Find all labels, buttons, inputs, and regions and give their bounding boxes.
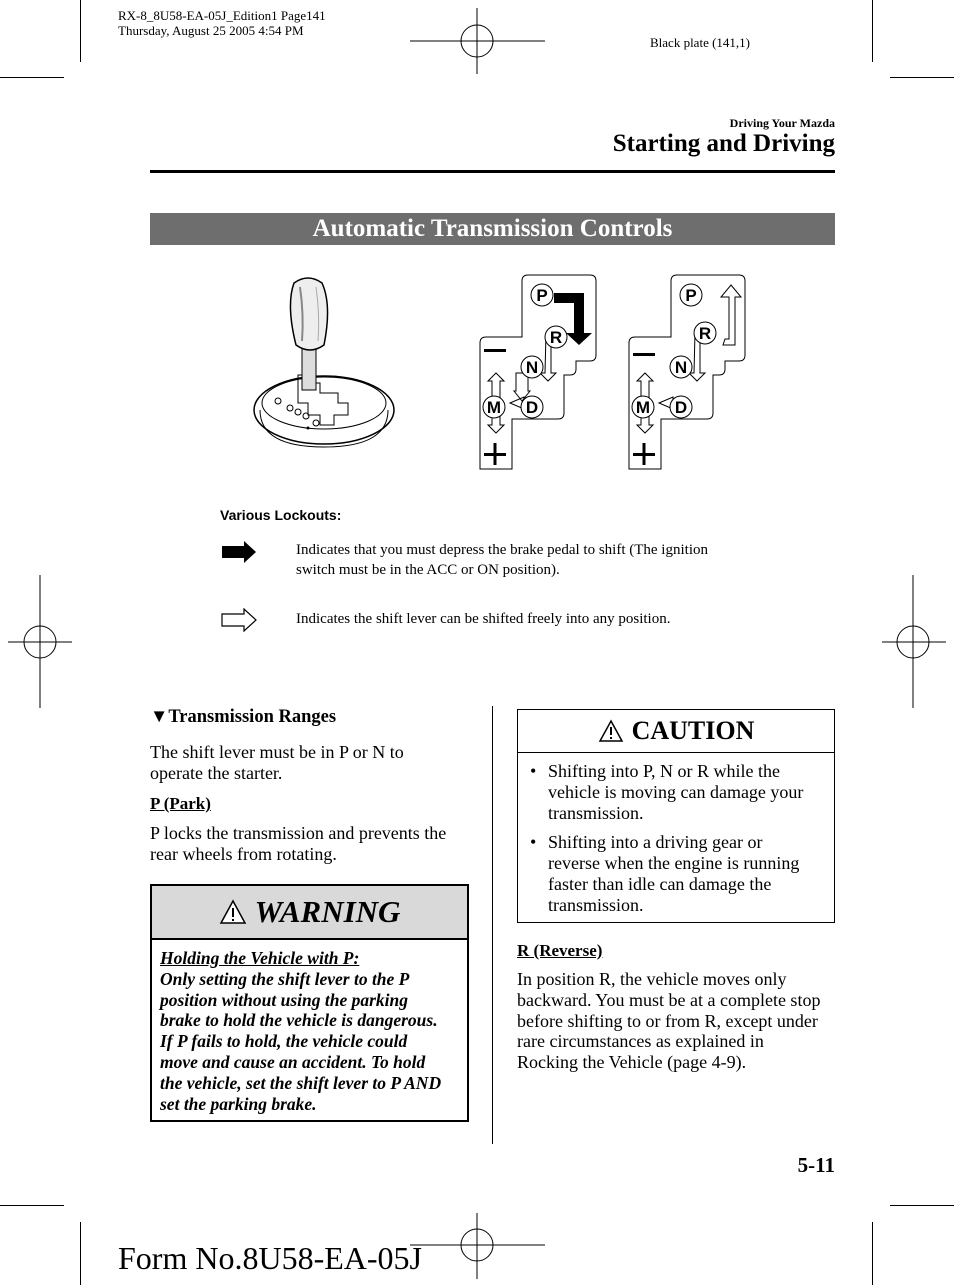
- caution-box: [517, 709, 835, 923]
- section-band: Automatic Transmission Controls: [150, 213, 835, 245]
- warning-triangle-icon: [219, 899, 247, 925]
- para-starter-line2: operate the starter.: [150, 762, 283, 783]
- crop-mark: [0, 77, 64, 78]
- caution-item-2-line3: faster than idle can damage the: [548, 873, 772, 894]
- gate2-d-label: D: [674, 398, 688, 417]
- section-heading: [150, 707, 336, 728]
- caution-item-1-line2: vehicle is moving can damage your: [548, 781, 804, 802]
- heading-marker: ▼: [150, 707, 169, 727]
- warning-line-1: Holding the Vehicle with P:: [160, 948, 360, 968]
- legend-item-2-text: Indicates the shift lever can be shifted freely into any position.: [296, 611, 671, 627]
- caution-item-2: [548, 832, 824, 915]
- caution-list: [518, 753, 834, 933]
- para-reverse: [517, 969, 820, 1073]
- outline-arrow-icon: [220, 608, 258, 632]
- shift-gate-diagram-free: [625, 273, 755, 473]
- warning-box: [150, 884, 469, 1122]
- gate2-m-label: M: [635, 398, 651, 417]
- legend-label: Various Lockouts:: [220, 507, 342, 523]
- para-starter-line1: The shift lever must be in P or N to: [150, 742, 404, 762]
- heading-text: Transmission Ranges: [168, 707, 337, 727]
- gate1-m-label: M: [486, 398, 502, 417]
- para-reverse-line4: rare circumstances as explained in: [517, 1031, 764, 1052]
- gate2-r-label: R: [698, 324, 712, 343]
- caution-item-2-line1: • Shifting into a driving gear or: [548, 832, 763, 853]
- para-reverse-line5: Rocking the Vehicle (page 4-9).: [517, 1052, 747, 1073]
- gate1-n-label: N: [525, 358, 539, 377]
- warning-line-7: the vehicle, set the shift lever to P AND: [160, 1072, 442, 1093]
- park-subheading: P (Park): [150, 794, 211, 813]
- chapter-title: Starting and Driving: [612, 130, 835, 157]
- crop-mark: [890, 1205, 954, 1206]
- registration-mark-top: [410, 0, 545, 80]
- caution-item-1-line1: • Shifting into P, N or R while the: [548, 761, 781, 781]
- warning-line-5: If P fails to hold, the vehicle could: [160, 1031, 408, 1052]
- print-header-line1: RX-8_8U58-EA-05J_Edition1 Page141: [118, 8, 326, 23]
- chapter-small-title: Driving Your Mazda: [729, 116, 835, 130]
- caution-title: CAUTION: [631, 716, 755, 745]
- caution-item-1: [548, 761, 824, 823]
- warning-header: [152, 886, 467, 940]
- caution-triangle-icon: [598, 719, 624, 743]
- para-reverse-line2: backward. You must be at a complete stop: [517, 989, 821, 1010]
- crop-mark: [80, 0, 81, 62]
- print-header-line2: Thursday, August 25 2005 4:54 PM: [118, 23, 304, 38]
- warning-title: WARNING: [254, 894, 401, 929]
- gate2-p-label: P: [685, 286, 697, 305]
- gate2-n-label: N: [674, 358, 688, 377]
- registration-mark-right: [874, 575, 954, 710]
- crop-mark: [872, 0, 873, 62]
- page-number: 5-11: [797, 1153, 835, 1177]
- crop-mark: [80, 1222, 81, 1285]
- column-divider: [492, 706, 493, 1144]
- warning-line-2: Only setting the shift lever to the P: [160, 968, 410, 989]
- registration-mark-left: [0, 575, 80, 710]
- crop-mark: [0, 1205, 64, 1206]
- crop-mark: [872, 1222, 873, 1285]
- para-reverse-line3: before shifting to or from R, except under: [517, 1010, 818, 1031]
- para-reverse-line1: In position R, the vehicle moves only: [517, 969, 787, 989]
- legend-item-1-text: [296, 540, 708, 580]
- para-park-line2: rear wheels from rotating.: [150, 843, 337, 864]
- warning-line-6: move and cause an accident. To hold: [160, 1051, 426, 1072]
- gate1-d-label: D: [525, 398, 539, 417]
- caution-header: [518, 710, 834, 753]
- caution-item-2-line2: reverse when the engine is running: [548, 853, 800, 874]
- caution-item-1-line3: transmission.: [548, 802, 644, 823]
- crop-mark: [890, 77, 954, 78]
- para-park-line1: P locks the transmission and prevents the: [150, 823, 447, 843]
- shift-lever-illustration: [250, 275, 400, 455]
- caution-item-2-line4: transmission.: [548, 894, 644, 915]
- reverse-subheading: R (Reverse): [517, 941, 603, 960]
- warning-line-3: position without using the parking: [160, 989, 409, 1010]
- form-number: Form No.8U58-EA-05J: [118, 1240, 422, 1276]
- gate1-r-label: R: [549, 328, 563, 347]
- plate-label: Black plate (141,1): [650, 35, 750, 50]
- warning-body: [152, 940, 467, 1122]
- para-starter: [150, 742, 404, 784]
- print-header: [118, 8, 326, 38]
- legend-item-1-line2: switch must be in the ACC or ON position).: [296, 562, 560, 578]
- gate1-p-label: P: [536, 286, 548, 305]
- registration-mark-bottom: [410, 1205, 545, 1285]
- solid-arrow-icon: [220, 540, 258, 564]
- chapter-rule: [150, 170, 835, 173]
- warning-line-4: brake to hold the vehicle is dangerous.: [160, 1010, 438, 1031]
- legend-item-1-line1: Indicates that you must depress the brake pedal to shift (The ignition: [296, 542, 708, 558]
- warning-line-8: set the parking brake.: [160, 1093, 317, 1114]
- para-park: [150, 823, 446, 865]
- shift-gate-diagram-lockout: [476, 273, 606, 473]
